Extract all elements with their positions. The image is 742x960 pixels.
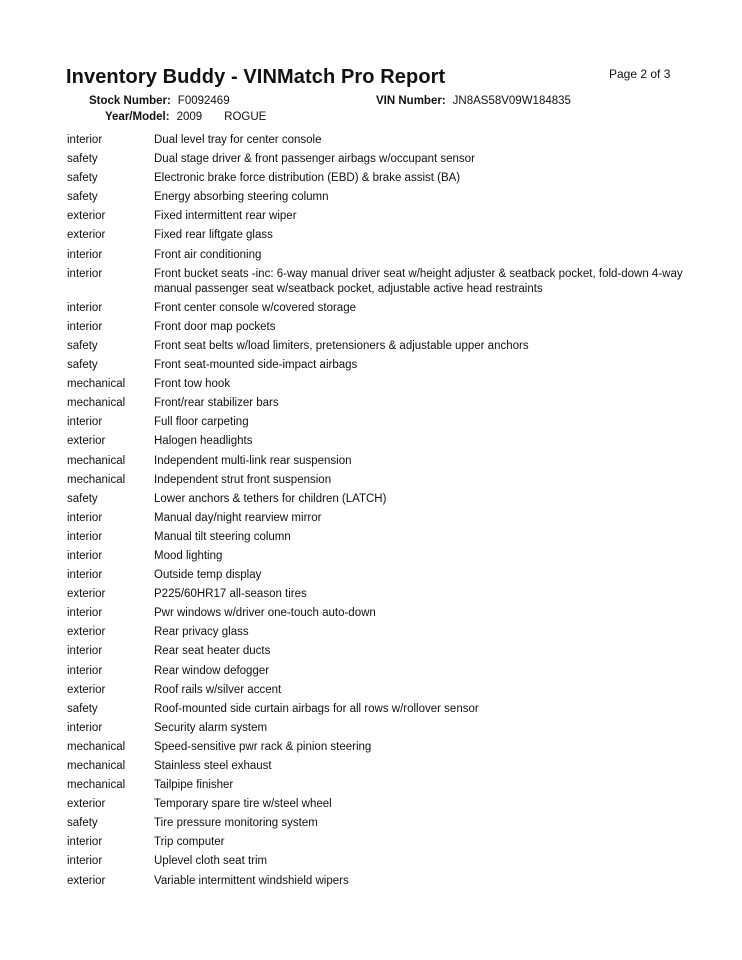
feature-description: Front bucket seats -inc: 6-way manual driver seat w/height adjuster & seatback pocket, fold-down 4-way manual passenger seat w/seatback pocket, adjustable active head restraints: [154, 267, 683, 295]
feature-row: [67, 301, 687, 316]
feature-category: interior: [67, 511, 103, 524]
feature-category: exterior: [67, 626, 106, 639]
stock-number-value: F0092469: [177, 95, 230, 107]
feature-category: interior: [67, 134, 103, 146]
feature-description: P225/60HR17 all-season tires: [154, 588, 307, 601]
feature-row: [67, 190, 687, 205]
feature-row: [67, 740, 687, 755]
feature-row: [67, 721, 687, 736]
feature-row: [67, 358, 687, 373]
feature-description: Outside temp display: [154, 569, 262, 582]
feature-description: Trip computer: [154, 836, 225, 849]
feature-row: [67, 606, 687, 621]
feature-description: Electronic brake force distribution (EBD) & brake assist (BA): [154, 172, 461, 185]
feature-description: Temporary spare tire w/steel wheel: [154, 798, 332, 811]
feature-category: interior: [67, 549, 103, 562]
feature-category: interior: [67, 416, 103, 429]
feature-description: Mood lighting: [154, 549, 223, 562]
stock-number-label: Stock Number:: [89, 95, 171, 107]
feature-row: [67, 209, 687, 224]
feature-category: safety: [67, 702, 98, 715]
year-value: 2009: [176, 111, 203, 123]
feature-category: exterior: [67, 210, 106, 223]
feature-description: Rear seat heater ducts: [154, 645, 271, 658]
feature-row: [67, 683, 687, 698]
feature-description: Front door map pockets: [154, 320, 276, 333]
feature-description: Front/rear stabilizer bars: [154, 397, 279, 410]
feature-category: interior: [67, 267, 103, 280]
feature-category: safety: [67, 817, 98, 830]
feature-row: [67, 759, 687, 774]
feature-category: interior: [67, 530, 103, 543]
feature-row: [67, 415, 687, 430]
feature-row: [67, 625, 687, 640]
feature-row: [67, 854, 687, 869]
feature-list: [67, 133, 687, 893]
feature-row: [67, 152, 687, 167]
feature-description: Rear window defogger: [154, 664, 270, 677]
feature-row: [67, 530, 687, 545]
feature-category: safety: [67, 492, 98, 505]
feature-description: Dual level tray for center console: [154, 134, 322, 146]
year-model: [105, 111, 266, 123]
feature-row: [67, 835, 687, 850]
feature-description: Uplevel cloth seat trim: [154, 855, 268, 868]
feature-row: [67, 644, 687, 659]
feature-row: [67, 549, 687, 564]
feature-category: safety: [67, 191, 98, 204]
feature-row: [67, 434, 687, 449]
feature-description: Front seat belts w/load limiters, pretensioners & adjustable upper anchors: [154, 339, 529, 352]
vin-number-label: VIN Number:: [376, 95, 446, 107]
year-model-label: Year/Model:: [105, 111, 170, 123]
feature-category: exterior: [67, 798, 106, 811]
feature-description: Variable intermittent windshield wipers: [154, 874, 349, 887]
feature-category: mechanical: [67, 378, 126, 391]
feature-description: Independent multi-link rear suspension: [154, 454, 352, 467]
feature-description: Tire pressure monitoring system: [154, 817, 318, 830]
feature-category: interior: [67, 301, 103, 314]
feature-category: interior: [67, 320, 103, 333]
feature-category: mechanical: [67, 473, 126, 486]
feature-row: [67, 267, 687, 297]
feature-category: mechanical: [67, 454, 126, 467]
feature-category: interior: [67, 569, 103, 582]
feature-category: interior: [67, 721, 103, 734]
feature-category: exterior: [67, 229, 106, 242]
page-number: Page 2 of 3: [609, 67, 671, 81]
feature-description: Independent strut front suspension: [154, 473, 332, 486]
feature-category: safety: [67, 339, 98, 352]
feature-row: [67, 473, 687, 488]
feature-row: [67, 171, 687, 186]
feature-description: Front air conditioning: [154, 248, 262, 261]
feature-row: [67, 568, 687, 583]
feature-category: mechanical: [67, 740, 126, 753]
feature-category: interior: [67, 664, 103, 677]
feature-category: safety: [67, 359, 98, 372]
feature-category: mechanical: [67, 779, 126, 792]
feature-description: Halogen headlights: [154, 435, 253, 448]
feature-row: [67, 511, 687, 526]
feature-row: [67, 874, 687, 889]
feature-category: interior: [67, 836, 103, 849]
feature-description: Dual stage driver & front passenger airbags w/occupant sensor: [154, 153, 475, 166]
feature-category: safety: [67, 153, 98, 166]
feature-row: [67, 339, 687, 354]
feature-row: [67, 797, 687, 812]
report-title: Inventory Buddy - VINMatch Pro Report: [66, 66, 446, 88]
vin-number-value: JN8AS58V09W184835: [452, 95, 571, 107]
feature-row: [67, 454, 687, 469]
feature-category: safety: [67, 172, 98, 185]
feature-description: Front seat-mounted side-impact airbags: [154, 359, 358, 372]
feature-category: mechanical: [67, 397, 126, 410]
feature-description: Manual tilt steering column: [154, 530, 291, 543]
model-value: ROGUE: [224, 111, 267, 123]
feature-row: [67, 492, 687, 507]
feature-description: Front tow hook: [154, 378, 231, 391]
feature-description: Speed-sensitive pwr rack & pinion steering: [154, 740, 372, 753]
feature-row: [67, 816, 687, 831]
feature-description: Roof-mounted side curtain airbags for all rows w/rollover sensor: [154, 702, 479, 715]
feature-row: [67, 228, 687, 243]
feature-category: interior: [67, 248, 103, 261]
feature-description: Rear privacy glass: [154, 626, 249, 639]
feature-category: exterior: [67, 683, 106, 696]
feature-description: Pwr windows w/driver one-touch auto-down: [154, 607, 376, 620]
stock-number: [89, 95, 230, 107]
feature-description: Energy absorbing steering column: [154, 191, 329, 204]
feature-category: exterior: [67, 435, 106, 448]
feature-description: Security alarm system: [154, 721, 268, 734]
feature-description: Front center console w/covered storage: [154, 301, 356, 314]
feature-row: [67, 377, 687, 392]
feature-row: [67, 248, 687, 263]
feature-description: Roof rails w/silver accent: [154, 683, 282, 696]
feature-description: Lower anchors & tethers for children (LATCH): [154, 492, 387, 505]
feature-description: Fixed intermittent rear wiper: [154, 210, 297, 223]
feature-description: Full floor carpeting: [154, 416, 249, 429]
feature-row: [67, 702, 687, 717]
feature-description: Fixed rear liftgate glass: [154, 229, 273, 242]
feature-row: [67, 778, 687, 793]
feature-row: [67, 587, 687, 602]
feature-category: exterior: [67, 874, 106, 887]
feature-row: [67, 396, 687, 411]
feature-description: Stainless steel exhaust: [154, 760, 272, 772]
feature-description: Tailpipe finisher: [154, 779, 234, 792]
feature-row: [67, 320, 687, 335]
vin-number: [376, 95, 571, 107]
feature-category: interior: [67, 855, 103, 868]
feature-category: interior: [67, 607, 103, 620]
feature-row: [67, 664, 687, 679]
feature-category: interior: [67, 645, 103, 658]
feature-category: exterior: [67, 588, 106, 601]
feature-row: [67, 133, 687, 148]
feature-description: Manual day/night rearview mirror: [154, 511, 322, 524]
feature-category: mechanical: [67, 760, 126, 772]
